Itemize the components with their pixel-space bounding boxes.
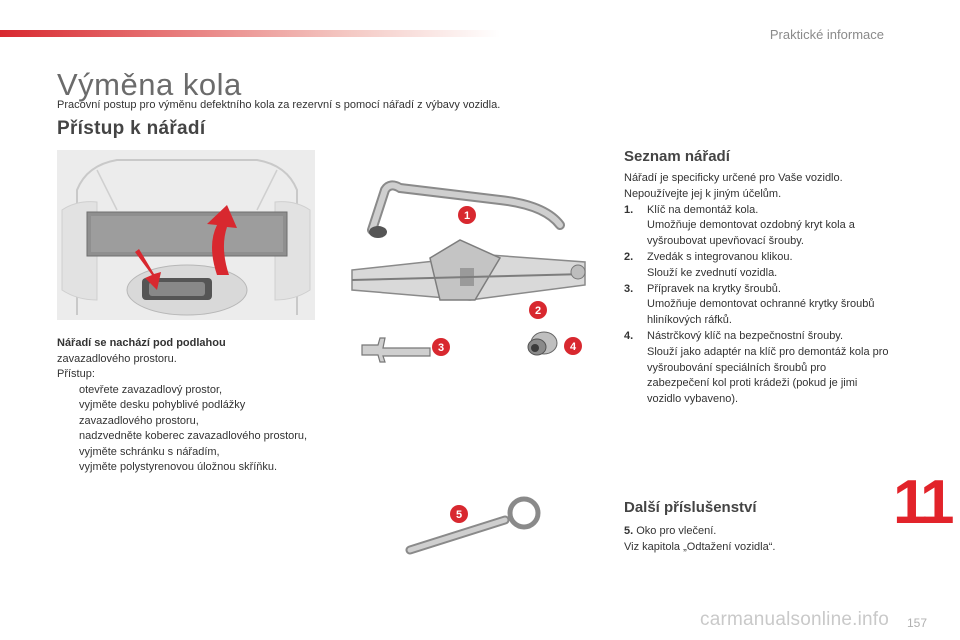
towing-eye-icon [410,499,538,550]
badge-4 [564,337,582,355]
badge-5-label: 5 [455,509,463,521]
list-item: otevřete zavazadlový prostor, [57,383,312,399]
tools-heading: Seznam nářadí [624,148,730,165]
page-number: 157 [907,616,928,630]
access-heading: Přístup k nářadí [57,118,206,139]
access-lead: Nářadí se nachází pod podlahou [57,337,226,349]
list-item: vyjměte schránku s nářadím, [57,445,312,461]
badge-3-label: 3 [437,342,445,354]
list-item: vyjměte desku pohyblivé podlážky zavazadlového prostoru, [57,398,312,429]
tools-warning: Nepoužívejte jej k jiným účelům. [624,187,782,200]
list-item: 3. Přípravek na krytky šroubů. Umožňuje demontovat ochranné krytky šroubů hliníkových ráfků. [624,282,875,327]
accessories-text: 5. Oko pro vlečení. Viz kapitola „Odtažení vozidla“. [624,525,776,553]
list-item: 2. Zvedák s integrovanou klikou. Slouží ke zvednutí vozidla. [624,250,793,279]
section-header: Praktické informace [769,27,884,42]
page-title: Výměna kola [57,67,242,102]
badge-2 [529,301,547,319]
cap-remover-icon [362,338,430,362]
page-subtitle: Pracovní postup pro výměnu defektního kola za rezervní s pomocí nářadí z výbavy vozidla. [57,99,501,111]
badge-1-label: 1 [463,210,471,222]
anti-theft-socket-icon [528,332,557,355]
list-item: 4. Nástrčkový klíč na bezpečnostní šrouby. Slouží jako adaptér na klíč pro demontáž kola pro vyšroubování speciálních šroubů pro zabezpečení kol proti krádeži (pokud je jimi vozidlo vybaveno). [624,329,889,406]
badge-3 [432,338,450,356]
accessories-heading: Další příslušenství [624,499,757,516]
list-item: nadzvedněte koberec zavazadlového prostoru, [57,429,312,445]
tools-intro: Nářadí je specificky určené pro Vaše vozidlo. [624,172,843,184]
access-label: Přístup: [57,368,95,380]
badge-1 [458,206,476,224]
access-lead-rest: zavazadlového prostoru. [57,352,177,365]
badge-5 [450,505,468,523]
jack-icon [352,240,585,300]
badge-4-label: 4 [569,341,577,353]
badge-2-label: 2 [534,305,542,317]
list-item: 1. Klíč na demontáž kola. Umožňuje demontovat ozdobný kryt kola a vyšroubovat upevňovací šrouby. [624,203,855,248]
list-item: vyjměte polystyrenovou úložnou skříňku. [57,460,312,476]
watermark: carmanualsonline.info [700,609,890,630]
tools-text [624,171,889,408]
chapter-number: 11 [893,468,951,537]
